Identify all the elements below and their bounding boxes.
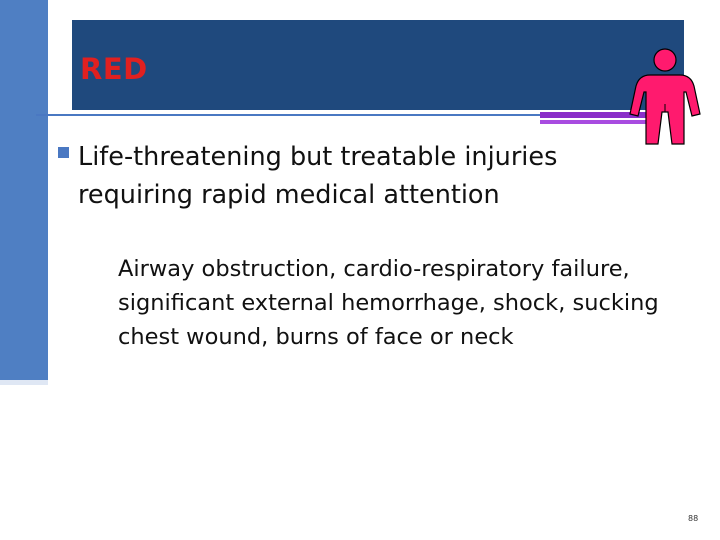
left-accent-bar-shadow — [0, 380, 48, 385]
sub-bullet-text: Airway obstruction, cardio-respiratory failure, significant external hemorrhage, shock, sucking chest wound, burns of face or neck — [118, 256, 659, 350]
title-underline — [36, 114, 541, 116]
slide-title: RED — [80, 52, 148, 86]
title-banner — [72, 20, 684, 110]
bullet-text: Life-threatening but treatable injuries requiring rapid medical attention — [78, 142, 558, 210]
bullet-square-icon — [58, 147, 69, 158]
page-number: 88 — [688, 514, 699, 523]
left-accent-bar — [0, 0, 48, 385]
person-icon — [628, 48, 702, 146]
